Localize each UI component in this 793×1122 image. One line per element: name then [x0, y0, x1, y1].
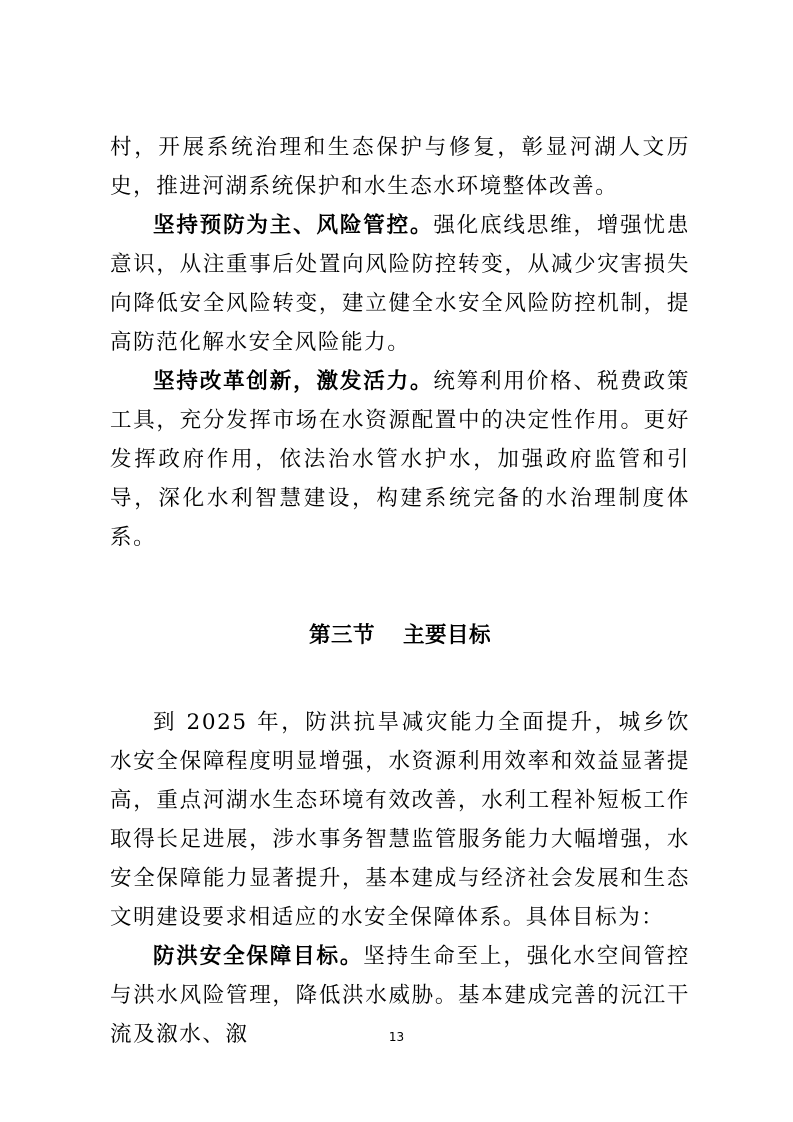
paragraph-heading: 坚持改革创新，激发活力。 [153, 369, 434, 394]
paragraph-targets-overview [110, 703, 690, 937]
paragraph-reform-innovation [110, 362, 690, 557]
section-title: 主要目标 [403, 623, 492, 648]
paragraph-text: 统筹利用价格、税费政策工具，充分发挥市场在水资源配置中的决定性作用。更好发挥政府作用，依法治水管水护水，加强政府监管和引导，深化水利智慧建设，构建系统完备的水治理制度体系。 [110, 369, 690, 550]
paragraph-text: 村，开展系统治理和生态保护与修复，彰显河湖人文历史，推进河湖系统保护和水生态水环境整体改善。 [110, 135, 690, 199]
page-number: 13 [388, 1030, 405, 1044]
paragraph-text: 到 2025 年，防洪抗旱减灾能力全面提升，城乡饮水安全保障程度明显增强，水资源利用效率和效益显著提高，重点河湖水生态环境有效改善，水利工程补短板工作取得长足进展，涉水事务智慧监管服务能力大幅增强，水安全保障能力显著提升，基本建成与经济社会发展和生态文明建设要求相适应的水安全保障体系。具体目标为： [110, 710, 690, 930]
paragraph-text: 坚持生命至上，强化水空间管控与洪水风险管理，降低洪水威胁。基本建成完善的沅江干流及溆水、溆 [110, 944, 690, 1047]
paragraph-continuation [110, 128, 690, 206]
section-heading [110, 557, 690, 703]
paragraph-heading: 坚持预防为主、风险管控。 [153, 213, 434, 238]
paragraph-heading: 防洪安全保障目标。 [153, 944, 364, 969]
document-body [110, 128, 690, 1054]
paragraph-text: 强化底线思维，增强忧患意识，从注重事后处置向风险防控转变，从减少灾害损失向降低安全风险转变，建立健全水安全风险防控机制，提高防范化解水安全风险能力。 [110, 213, 690, 355]
section-number: 第三节 [308, 623, 375, 648]
paragraph-prevention-risk-control [110, 206, 690, 362]
